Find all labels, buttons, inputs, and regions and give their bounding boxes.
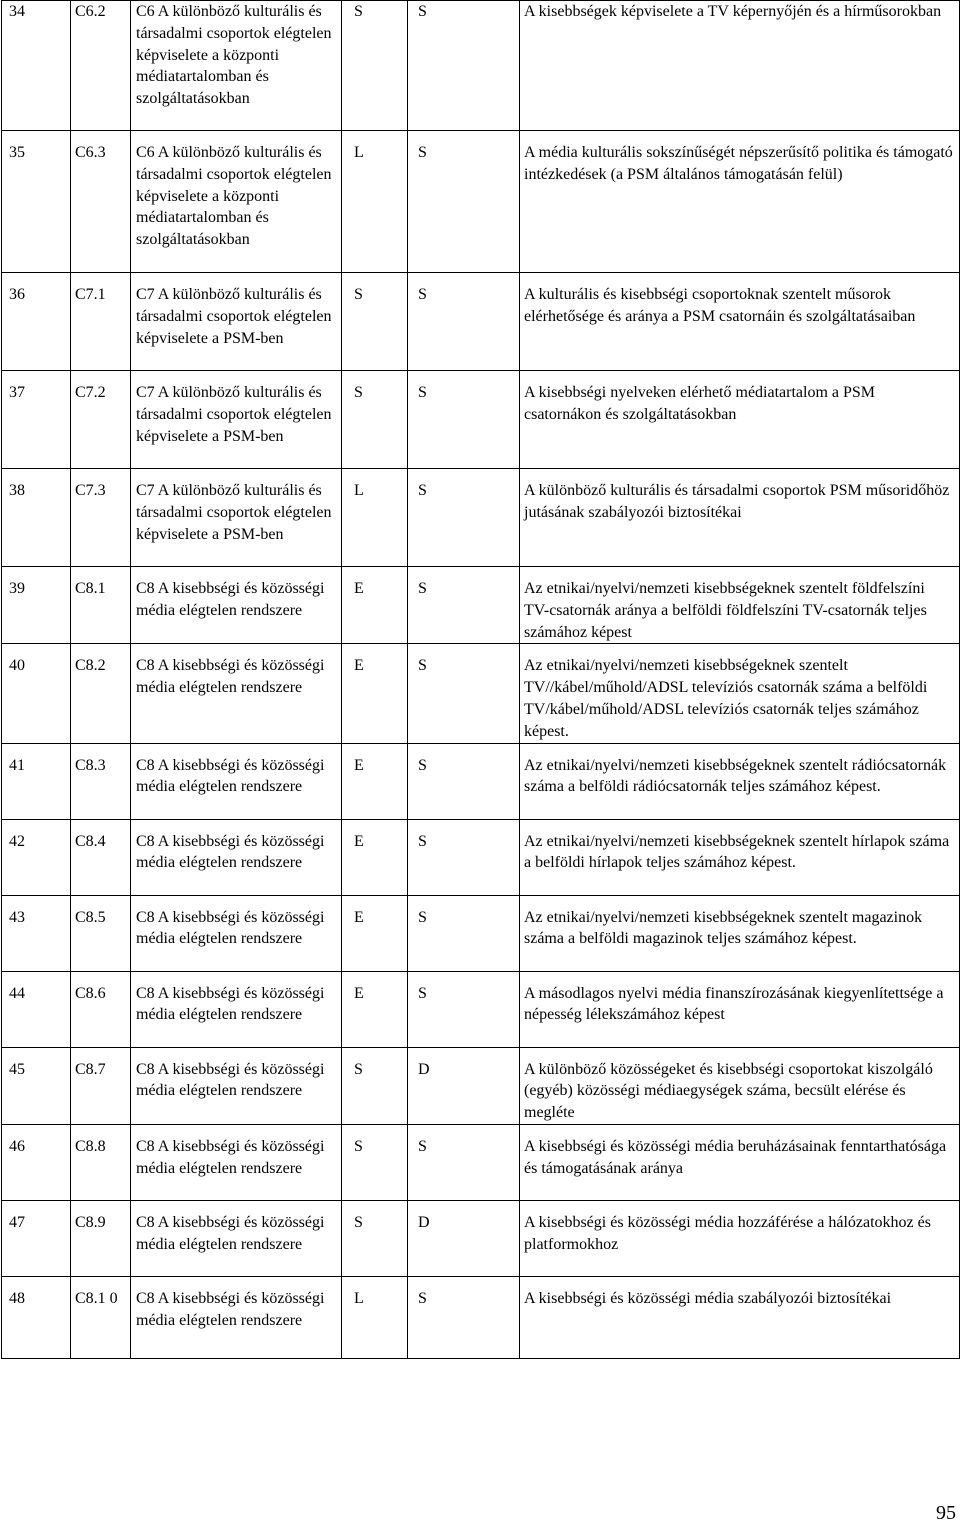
row-number: 48: [2, 1276, 71, 1358]
row-number: 39: [2, 567, 71, 644]
table-row: [2, 1276, 960, 1358]
table-row: [2, 895, 960, 971]
indicator-description: A kulturális és kisebbségi csoportoknak szentelt műsorok elérhetősége és aránya a PSM csatornáin és szolgáltatásaiban: [520, 273, 960, 371]
table-row: [2, 371, 960, 469]
indicator-code: C7.3: [71, 469, 131, 567]
indicator-description: A kisebbségi és közösségi média beruházásainak fenntarthatósága és támogatásának aránya: [520, 1124, 960, 1200]
risk-title: C8 A kisebbségi és közösségi média elégtelen rendszere: [131, 644, 342, 743]
indicator-description: Az etnikai/nyelvi/nemzeti kisebbségeknek szentelt TV//kábel/műhold/ADSL televíziós csatornák száma a belföldi TV/kábel/műhold/ADSL televíziós csatornák teljes számához képest.: [520, 644, 960, 743]
risk-title: C8 A kisebbségi és közösségi média elégtelen rendszere: [131, 971, 342, 1047]
level-1: S: [342, 1047, 408, 1124]
level-2: S: [408, 819, 520, 895]
level-1: E: [342, 971, 408, 1047]
indicator-description: Az etnikai/nyelvi/nemzeti kisebbségeknek szentelt hírlapok száma a belföldi hírlapok teljes számához képest.: [520, 819, 960, 895]
row-number: 41: [2, 743, 71, 819]
table-row: [2, 1124, 960, 1200]
indicator-code: C6.2: [71, 1, 131, 131]
indicator-description: A különböző kulturális és társadalmi csoportok PSM műsoridőhöz jutásának szabályozói biztosítékai: [520, 469, 960, 567]
risk-title: C8 A kisebbségi és közösségi média elégtelen rendszere: [131, 1200, 342, 1276]
row-number: 37: [2, 371, 71, 469]
table-row: [2, 567, 960, 644]
table-row: [2, 971, 960, 1047]
indicator-table-body: [2, 1, 960, 1359]
row-number: 40: [2, 644, 71, 743]
table-row: [2, 273, 960, 371]
row-number: 47: [2, 1200, 71, 1276]
row-number: 46: [2, 1124, 71, 1200]
risk-title: C8 A kisebbségi és közösségi média elégtelen rendszere: [131, 1047, 342, 1124]
level-2: S: [408, 644, 520, 743]
indicator-table: [1, 0, 960, 1359]
risk-title: C7 A különböző kulturális és társadalmi csoportok elégtelen képviselete a PSM-ben: [131, 273, 342, 371]
table-row: [2, 743, 960, 819]
level-1: S: [342, 273, 408, 371]
indicator-description: Az etnikai/nyelvi/nemzeti kisebbségeknek szentelt földfelszíni TV-csatornák aránya a belföldi földfelszíni TV-csatornák teljes számához képest: [520, 567, 960, 644]
row-number: 45: [2, 1047, 71, 1124]
table-row: [2, 1200, 960, 1276]
level-2: S: [408, 371, 520, 469]
indicator-code: C7.1: [71, 273, 131, 371]
level-2: D: [408, 1200, 520, 1276]
indicator-code: C8.1 0: [71, 1276, 131, 1358]
indicator-description: Az etnikai/nyelvi/nemzeti kisebbségeknek szentelt magazinok száma a belföldi magazinok teljes számához képest.: [520, 895, 960, 971]
level-1: S: [342, 1200, 408, 1276]
level-1: L: [342, 131, 408, 273]
risk-title: C8 A kisebbségi és közösségi média elégtelen rendszere: [131, 1276, 342, 1358]
risk-title: C8 A kisebbségi és közösségi média elégtelen rendszere: [131, 1124, 342, 1200]
level-1: S: [342, 1124, 408, 1200]
indicator-code: C8.4: [71, 819, 131, 895]
level-1: S: [342, 1, 408, 131]
table-row: [2, 1, 960, 131]
indicator-code: C7.2: [71, 371, 131, 469]
level-2: S: [408, 273, 520, 371]
table-row: [2, 1047, 960, 1124]
risk-title: C8 A kisebbségi és közösségi média elégtelen rendszere: [131, 819, 342, 895]
row-number: 35: [2, 131, 71, 273]
level-2: S: [408, 1124, 520, 1200]
level-1: E: [342, 743, 408, 819]
level-2: S: [408, 971, 520, 1047]
page-number: 95: [936, 1502, 956, 1524]
indicator-code: C6.3: [71, 131, 131, 273]
indicator-description: Az etnikai/nyelvi/nemzeti kisebbségeknek szentelt rádiócsatornák száma a belföldi rádiócsatornák teljes számához képest.: [520, 743, 960, 819]
level-2: S: [408, 1276, 520, 1358]
row-number: 44: [2, 971, 71, 1047]
level-1: L: [342, 469, 408, 567]
risk-title: C8 A kisebbségi és közösségi média elégtelen rendszere: [131, 743, 342, 819]
level-2: D: [408, 1047, 520, 1124]
row-number: 42: [2, 819, 71, 895]
risk-title: C6 A különböző kulturális és társadalmi csoportok elégtelen képviselete a központi médiatartalomban és szolgáltatásokban: [131, 131, 342, 273]
indicator-code: C8.9: [71, 1200, 131, 1276]
indicator-description: A média kulturális sokszínűségét népszerűsítő politika és támogató intézkedések (a PSM általános támogatásán felül): [520, 131, 960, 273]
table-row: [2, 131, 960, 273]
risk-title: C6 A különböző kulturális és társadalmi csoportok elégtelen képviselete a központi médiatartalomban és szolgáltatásokban: [131, 1, 342, 131]
level-2: S: [408, 743, 520, 819]
indicator-code: C8.6: [71, 971, 131, 1047]
row-number: 43: [2, 895, 71, 971]
indicator-code: C8.5: [71, 895, 131, 971]
level-2: S: [408, 1, 520, 131]
indicator-description: A másodlagos nyelvi média finanszírozásának kiegyenlítettsége a népesség lélekszámához képest: [520, 971, 960, 1047]
risk-title: C7 A különböző kulturális és társadalmi csoportok elégtelen képviselete a PSM-ben: [131, 469, 342, 567]
indicator-code: C8.2: [71, 644, 131, 743]
level-1: E: [342, 567, 408, 644]
row-number: 38: [2, 469, 71, 567]
level-1: E: [342, 644, 408, 743]
table-row: [2, 469, 960, 567]
level-2: S: [408, 469, 520, 567]
risk-title: C7 A különböző kulturális és társadalmi csoportok elégtelen képviselete a PSM-ben: [131, 371, 342, 469]
table-row: [2, 644, 960, 743]
level-1: E: [342, 895, 408, 971]
level-2: S: [408, 567, 520, 644]
indicator-code: C8.1: [71, 567, 131, 644]
level-2: S: [408, 895, 520, 971]
indicator-description: A kisebbségi és közösségi média szabályozói biztosítékai: [520, 1276, 960, 1358]
indicator-code: C8.8: [71, 1124, 131, 1200]
indicator-description: A különböző közösségeket és kisebbségi csoportokat kiszolgáló (egyéb) közösségi médiaegységek száma, becsült elérése és megléte: [520, 1047, 960, 1124]
level-1: S: [342, 371, 408, 469]
indicator-description: A kisebbségi és közösségi média hozzáférése a hálózatokhoz és platformokhoz: [520, 1200, 960, 1276]
level-1: E: [342, 819, 408, 895]
indicator-code: C8.7: [71, 1047, 131, 1124]
table-row: [2, 819, 960, 895]
level-1: L: [342, 1276, 408, 1358]
risk-title: C8 A kisebbségi és közösségi média elégtelen rendszere: [131, 567, 342, 644]
row-number: 36: [2, 273, 71, 371]
indicator-description: A kisebbségek képviselete a TV képernyőjén és a hírműsorokban: [520, 1, 960, 131]
indicator-description: A kisebbségi nyelveken elérhető médiatartalom a PSM csatornákon és szolgáltatásokban: [520, 371, 960, 469]
level-2: S: [408, 131, 520, 273]
risk-title: C8 A kisebbségi és közösségi média elégtelen rendszere: [131, 895, 342, 971]
row-number: 34: [2, 1, 71, 131]
indicator-code: C8.3: [71, 743, 131, 819]
